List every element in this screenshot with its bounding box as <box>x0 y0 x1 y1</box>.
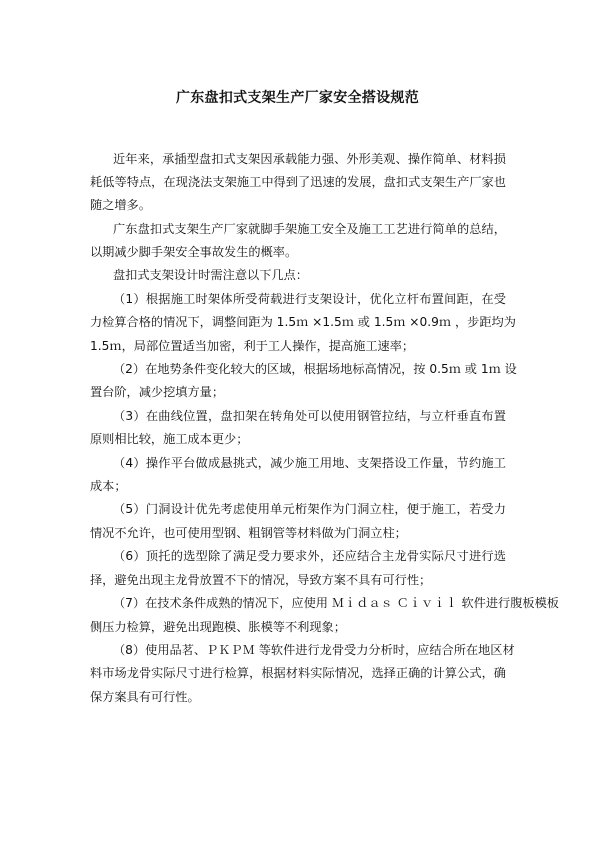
text-line: 置台阶，减少挖填方量； <box>90 385 225 399</box>
text-line: 情况不允许，也可使用型钢、粗钢管等材料做为门洞立柱； <box>90 526 407 540</box>
text-line: 耗低等特点，在现浇法支架施工中得到了迅速的发展，盘扣式支架生产厂家也 <box>90 175 506 189</box>
text-line: （8）使用品茗、ＰＫＰＭ 等软件进行龙骨受力分析时，应结合所在地区材 <box>113 643 515 657</box>
text-line: （6）顶托的选型除了满足受力要求外，还应结合主龙骨实际尺寸进行选 <box>113 549 506 563</box>
text-line: 成本； <box>90 479 127 493</box>
text-line: 择，避免出现主龙骨放置不下的情况，导致方案不具有可行性； <box>90 573 432 587</box>
text-line: 近年来，承插型盘扣式支架因承载能力强、外形美观、操作简单、材料损 <box>113 152 506 166</box>
text-line: （4）操作平台做成悬挑式，减少施工用地、支架搭设工作量，节约施工 <box>113 456 506 470</box>
text-line: 侧压力检算，避免出现跑模、胀模等不利现象； <box>90 620 346 634</box>
page-title: 广东盘扣式支架生产厂家安全搭设规范 <box>175 90 420 106</box>
text-line: 广东盘扣式支架生产厂家就脚手架施工安全及施工工艺进行简单的总结， <box>113 222 506 236</box>
text-line: （1）根据施工时架体所受荷载进行支架设计，优化立杆布置间距，在受 <box>113 292 506 306</box>
text-line: 随之增多。 <box>90 198 151 212</box>
text-line: 盘扣式支架设计时需注意以下几点： <box>113 268 308 282</box>
text-line: 力检算合格的情况下，调整间距为 1.5ｍ ×1.5ｍ 或 1.5ｍ ×0.9ｍ ，步距均为 <box>90 315 516 329</box>
text-line: 料市场龙骨实际尺寸进行检算，根据材料实际情况，选择正确的计算公式，确 <box>90 666 506 680</box>
text-line: 原则相比较，施工成本更少； <box>90 432 249 446</box>
text-line: （5）门洞设计优先考虑使用单元桁架作为门洞立柱，便于施工，若受力 <box>113 502 506 516</box>
text-line: （3）在曲线位置，盘扣架在转角处可以使用钢管拉结，与立杆垂直布置 <box>113 409 506 423</box>
text-line: 1.5ｍ，局部位置适当加密，利于工人操作，提高施工速率； <box>90 339 415 353</box>
text-line: （2）在地势条件变化较大的区域，根据场地标高情况，按 0.5ｍ 或 1ｍ 设 <box>113 362 517 376</box>
text-line: （7）在技术条件成熟的情况下，应使用 Ｍｉｄａｓ Ｃｉｖｉｌ 软件进行腹板模板 <box>113 596 559 610</box>
text-line: 以期减少脚手架安全事故发生的概率。 <box>90 245 298 259</box>
text-line: 保方案具有可行性。 <box>90 690 200 704</box>
